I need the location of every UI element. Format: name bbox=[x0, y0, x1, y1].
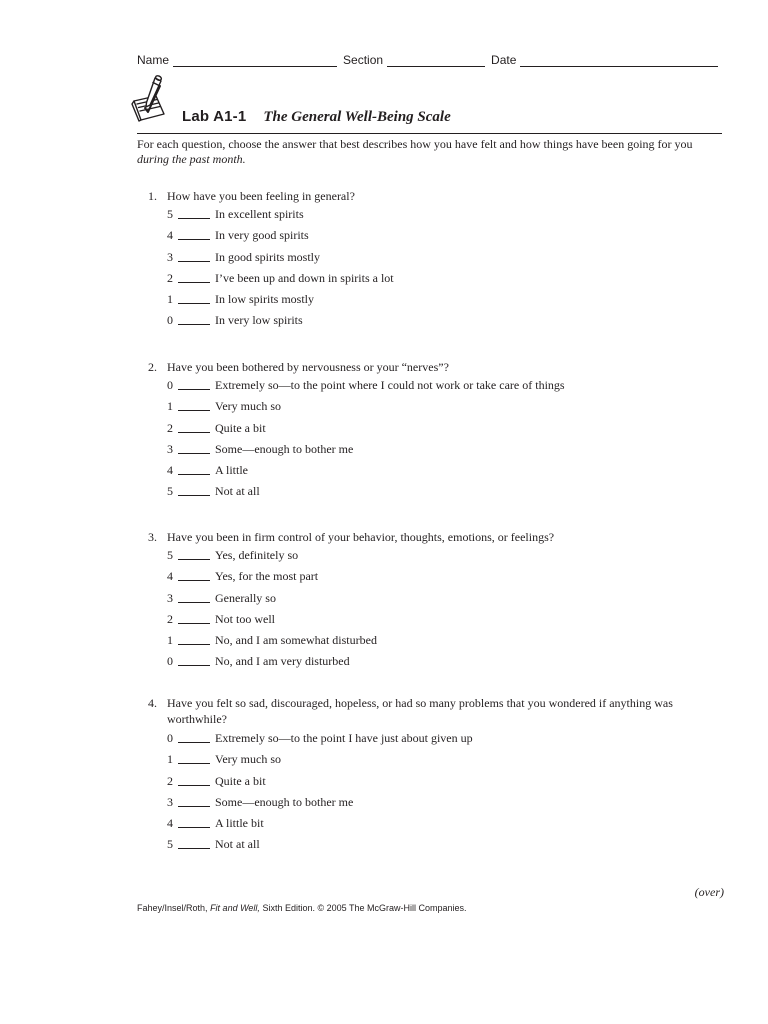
option-score: 2 bbox=[167, 611, 173, 626]
answer-blank[interactable] bbox=[178, 751, 210, 764]
option-score: 0 bbox=[167, 313, 173, 328]
answer-option[interactable] bbox=[167, 268, 723, 289]
question-number: 1. bbox=[148, 189, 157, 203]
footer-authors: Fahey/Insel/Roth, bbox=[137, 903, 208, 913]
option-score: 1 bbox=[167, 752, 173, 767]
footer-book-title: Fit and Well, bbox=[210, 903, 260, 913]
answer-option[interactable] bbox=[167, 289, 723, 310]
answer-blank[interactable] bbox=[178, 730, 210, 743]
option-label: No, and I am very disturbed bbox=[215, 654, 350, 669]
answer-blank[interactable] bbox=[178, 632, 210, 645]
answer-blank[interactable] bbox=[178, 377, 210, 390]
answer-blank[interactable] bbox=[178, 815, 210, 828]
answer-options bbox=[167, 204, 723, 332]
option-score: 0 bbox=[167, 378, 173, 392]
answer-blank[interactable] bbox=[178, 483, 210, 496]
option-score: 2 bbox=[167, 773, 173, 788]
answer-option[interactable] bbox=[167, 566, 723, 587]
instructions-text: For each question, choose the answer that best describes how you have felt and how things have been going for you bbox=[137, 137, 693, 151]
answer-option[interactable] bbox=[167, 630, 723, 651]
answer-blank[interactable] bbox=[178, 836, 210, 849]
answer-blank[interactable] bbox=[178, 441, 210, 454]
question-stem bbox=[148, 188, 723, 204]
footer-edition: Sixth Edition. © 2005 The McGraw-Hill Companies. bbox=[262, 903, 467, 913]
option-label: Very much so bbox=[215, 752, 281, 767]
question-number: 3. bbox=[148, 530, 157, 544]
option-label: Generally so bbox=[215, 590, 276, 605]
answer-option[interactable] bbox=[167, 771, 723, 792]
option-score: 4 bbox=[167, 463, 173, 478]
question-1 bbox=[148, 188, 723, 332]
option-score: 4 bbox=[167, 816, 173, 831]
question-number: 4. bbox=[148, 696, 157, 710]
answer-blank[interactable] bbox=[178, 420, 210, 433]
option-label: Quite a bit bbox=[215, 420, 266, 435]
question-stem bbox=[148, 359, 723, 375]
option-label: No, and I am somewhat disturbed bbox=[215, 633, 377, 648]
answer-blank[interactable] bbox=[178, 653, 210, 666]
answer-option[interactable] bbox=[167, 439, 723, 460]
answer-blank[interactable] bbox=[178, 611, 210, 624]
name-blank[interactable] bbox=[173, 54, 337, 67]
copyright-footer bbox=[137, 903, 466, 913]
answer-options bbox=[167, 375, 723, 503]
option-label: Yes, for the most part bbox=[215, 569, 319, 584]
option-score: 4 bbox=[167, 569, 173, 584]
answer-blank[interactable] bbox=[178, 249, 210, 262]
lab-title: The General Well-Being Scale bbox=[263, 109, 451, 125]
answer-option[interactable] bbox=[167, 460, 723, 481]
question-text: How have you been feeling in general? bbox=[167, 189, 355, 203]
option-label: In very low spirits bbox=[215, 313, 303, 328]
option-score: 3 bbox=[167, 590, 173, 605]
answer-blank[interactable] bbox=[178, 312, 210, 325]
answer-option[interactable] bbox=[167, 588, 723, 609]
answer-option[interactable] bbox=[167, 728, 723, 749]
section-label: Section bbox=[343, 53, 384, 67]
option-label: I’ve been up and down in spirits a lot bbox=[215, 270, 394, 285]
answer-option[interactable] bbox=[167, 813, 723, 834]
option-label: Yes, definitely so bbox=[215, 548, 299, 562]
answer-blank[interactable] bbox=[178, 227, 210, 240]
option-label: A little bbox=[215, 463, 248, 478]
option-label: Not at all bbox=[215, 837, 260, 852]
option-score: 0 bbox=[167, 731, 173, 745]
question-2 bbox=[148, 359, 723, 503]
question-number: 2. bbox=[148, 360, 157, 374]
option-label: In good spirits mostly bbox=[215, 249, 321, 264]
answer-blank[interactable] bbox=[178, 568, 210, 581]
question-text: Have you been in firm control of your behavior, thoughts, emotions, or feelings? bbox=[167, 530, 555, 544]
answer-blank[interactable] bbox=[178, 462, 210, 475]
option-score: 5 bbox=[167, 484, 173, 499]
answer-option[interactable] bbox=[167, 609, 723, 630]
option-score: 3 bbox=[167, 249, 173, 264]
section-blank[interactable] bbox=[387, 54, 485, 67]
date-field[interactable] bbox=[491, 53, 718, 67]
answer-option[interactable] bbox=[167, 310, 723, 331]
option-label: Extremely so—to the point I have just about given up bbox=[215, 731, 473, 745]
option-score: 5 bbox=[167, 837, 173, 852]
lab-number: Lab A1-1 bbox=[182, 108, 247, 125]
answer-blank[interactable] bbox=[178, 291, 210, 304]
answer-option[interactable] bbox=[167, 545, 723, 566]
answer-option[interactable] bbox=[167, 375, 723, 396]
question-4 bbox=[148, 695, 723, 856]
over-note: (over) bbox=[694, 885, 724, 899]
answer-blank[interactable] bbox=[178, 547, 210, 560]
answer-option[interactable] bbox=[167, 204, 723, 225]
answer-options bbox=[167, 545, 723, 673]
option-label: A little bit bbox=[215, 816, 264, 831]
option-score: 3 bbox=[167, 794, 173, 809]
name-field[interactable] bbox=[137, 53, 343, 67]
option-label: Some—enough to bother me bbox=[215, 794, 354, 809]
option-label: Extremely so—to the point where I could not work or take care of things bbox=[215, 378, 565, 392]
question-3 bbox=[148, 529, 723, 673]
header-fields bbox=[137, 53, 721, 67]
option-score: 5 bbox=[167, 548, 173, 562]
answer-options bbox=[167, 728, 723, 856]
answer-blank[interactable] bbox=[178, 773, 210, 786]
option-score: 3 bbox=[167, 441, 173, 456]
option-label: Quite a bit bbox=[215, 773, 266, 788]
option-label: In very good spirits bbox=[215, 228, 309, 243]
lab-title-row bbox=[182, 108, 451, 126]
question-text: Have you been bothered by nervousness or your “nerves”? bbox=[167, 360, 449, 374]
option-label: In low spirits mostly bbox=[215, 292, 315, 307]
date-label: Date bbox=[491, 53, 517, 67]
answer-blank[interactable] bbox=[178, 794, 210, 807]
answer-option[interactable] bbox=[167, 749, 723, 770]
instructions-emphasis: during the past month. bbox=[137, 152, 246, 166]
name-label: Name bbox=[137, 53, 170, 67]
option-score: 2 bbox=[167, 270, 173, 285]
option-score: 1 bbox=[167, 292, 173, 307]
answer-blank[interactable] bbox=[178, 206, 210, 219]
option-score: 1 bbox=[167, 399, 173, 414]
option-score: 0 bbox=[167, 654, 173, 669]
option-label: Some—enough to bother me bbox=[215, 441, 354, 456]
date-blank[interactable] bbox=[520, 54, 718, 67]
question-stem bbox=[148, 529, 723, 545]
instructions bbox=[137, 137, 727, 167]
option-label: Very much so bbox=[215, 399, 281, 414]
option-label: Not at all bbox=[215, 484, 260, 499]
answer-option[interactable] bbox=[167, 792, 723, 813]
title-divider bbox=[137, 133, 722, 134]
option-score: 4 bbox=[167, 228, 173, 243]
answer-option[interactable] bbox=[167, 225, 723, 246]
answer-option[interactable] bbox=[167, 651, 723, 672]
answer-blank[interactable] bbox=[178, 270, 210, 283]
answer-option[interactable] bbox=[167, 247, 723, 268]
question-text: Have you felt so sad, discouraged, hopeless, or had so many problems that you wondered if anything was worthwhile? bbox=[167, 696, 673, 726]
answer-option[interactable] bbox=[167, 834, 723, 855]
option-label: Not too well bbox=[215, 611, 275, 626]
answer-option[interactable] bbox=[167, 481, 723, 502]
option-label: In excellent spirits bbox=[215, 207, 304, 221]
option-score: 5 bbox=[167, 207, 173, 221]
answer-blank[interactable] bbox=[178, 590, 210, 603]
pencil-and-paper-icon bbox=[128, 74, 170, 124]
option-score: 2 bbox=[167, 420, 173, 435]
section-field[interactable] bbox=[343, 53, 491, 67]
answer-blank[interactable] bbox=[178, 398, 210, 411]
option-score: 1 bbox=[167, 633, 173, 648]
answer-option[interactable] bbox=[167, 396, 723, 417]
answer-option[interactable] bbox=[167, 418, 723, 439]
question-stem bbox=[148, 695, 723, 727]
